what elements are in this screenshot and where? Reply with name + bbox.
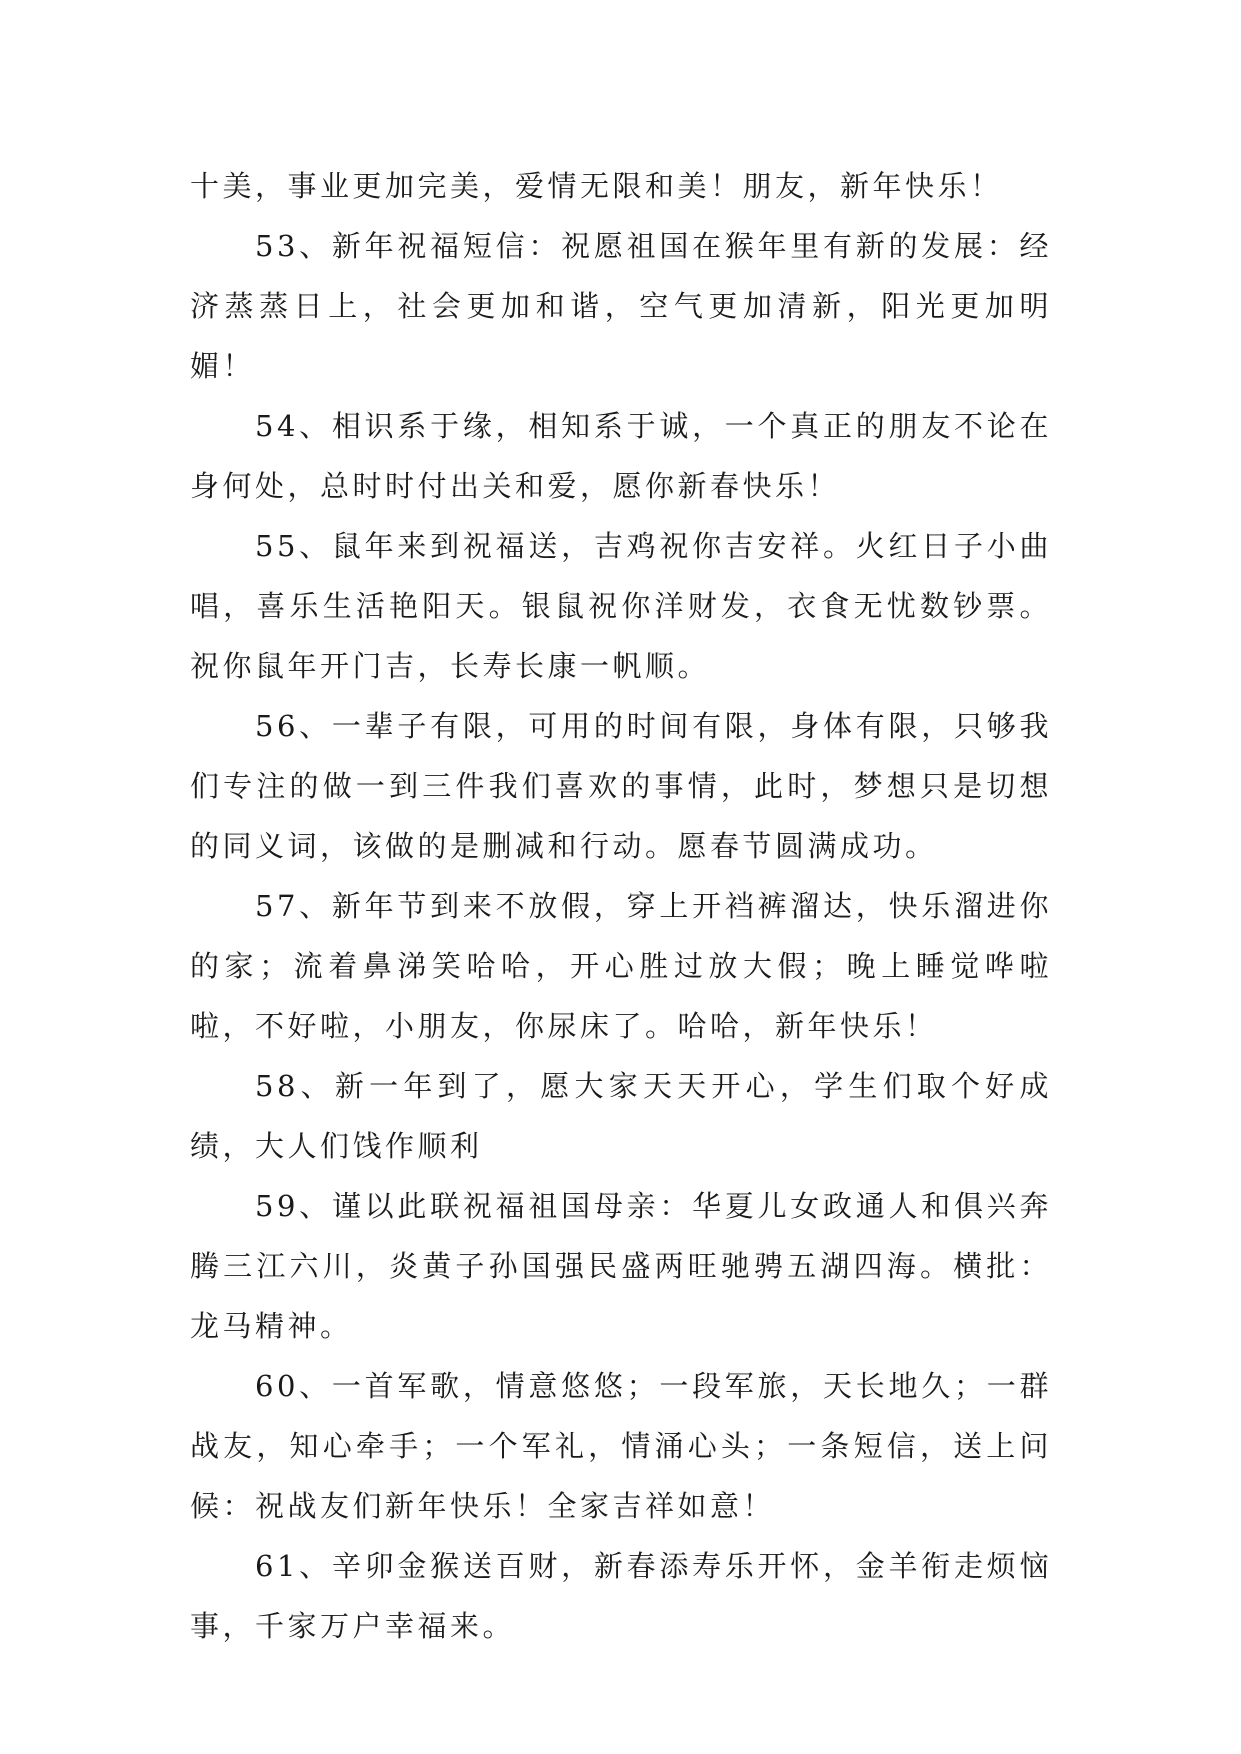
paragraph-53: 53、新年祝福短信：祝愿祖国在猴年里有新的发展：经济蒸蒸日上，社会更加和谐，空气更加清新，阳光更加明媚！: [190, 229, 1052, 383]
paragraph-56: 56、一辈子有限，可用的时间有限，身体有限，只够我们专注的做一到三件我们喜欢的事情，此时，梦想只是切想的同义词，该做的是删减和行动。愿春节圆满成功。: [190, 709, 1052, 863]
paragraph-57: 57、新年节到来不放假，穿上开裆裤溜达，快乐溜进你的家；流着鼻涕笑哈哈，开心胜过放大假；晚上睡觉哗啦啦，不好啦，小朋友，你尿床了。哈哈，新年快乐！: [190, 889, 1052, 1043]
paragraph-58: 58、新一年到了，愿大家天天开心，学生们取个好成绩，大人们饯作顺利: [190, 1069, 1052, 1163]
paragraph-61: 61、辛卯金猴送百财，新春添寿乐开怀，金羊衔走烦恼事，千家万户幸福来。: [190, 1549, 1052, 1643]
paragraph-59: 59、谨以此联祝福祖国母亲：华夏儿女政通人和俱兴奔腾三江六川，炎黄子孙国强民盛两旺驰骋五湖四海。横批：龙马精神。: [190, 1189, 1052, 1343]
paragraph-55: 55、鼠年来到祝福送，吉鸡祝你吉安祥。火红日子小曲唱，喜乐生活艳阳天。银鼠祝你洋财发，衣食无忧数钞票。祝你鼠年开门吉，长寿长康一帆顺。: [190, 529, 1052, 683]
paragraph-continuation: 十美，事业更加完美，爱情无限和美！朋友，新年快乐！: [190, 169, 1003, 203]
paragraph-60: 60、一首军歌，情意悠悠；一段军旅，天长地久；一群战友，知心牵手；一个军礼，情涌心头；一条短信，送上问候：祝战友们新年快乐！全家吉祥如意！: [190, 1369, 1052, 1523]
document-page: [190, 156, 1052, 1656]
paragraph-54: 54、相识系于缘，相知系于诚，一个真正的朋友不论在身何处，总时时付出关和爱，愿你新春快乐！: [190, 409, 1052, 503]
